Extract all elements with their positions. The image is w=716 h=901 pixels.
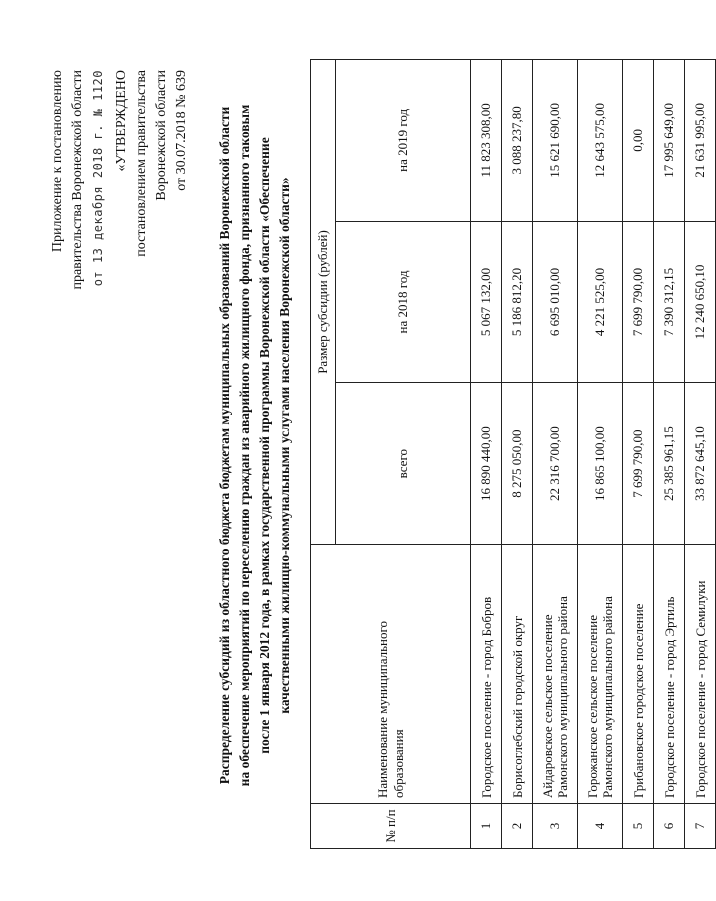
cell-2018: 5 186 812,20 <box>502 221 533 383</box>
subsidy-table <box>310 59 716 849</box>
cell-num: 1 <box>471 804 502 849</box>
cell-total: 7 699 790,00 <box>623 383 654 545</box>
appendix-line-2: правительства Воронежской области <box>70 70 85 290</box>
cell-2019: 3 088 237,80 <box>502 60 533 222</box>
cell-2018: 7 390 312,15 <box>654 221 685 383</box>
cell-total: 22 316 700,00 <box>533 383 578 545</box>
approval-line-3: Воронежской области <box>154 70 169 201</box>
header-name: Наименование муниципального образования <box>311 545 471 804</box>
cell-num: 6 <box>654 804 685 849</box>
cell-2019: 17 995 649,00 <box>654 60 685 222</box>
table-row <box>533 60 578 849</box>
cell-name: Горожанское сельское поселение Рамонского муниципального района <box>578 545 623 804</box>
cell-num: 7 <box>685 804 716 849</box>
document-title <box>215 60 295 831</box>
header-num: № п/п <box>311 804 471 849</box>
cell-2018: 5 067 132,00 <box>471 221 502 383</box>
cell-2018: 6 695 010,00 <box>533 221 578 383</box>
header-subsidy-group: Размер субсидии (рублей) <box>311 60 336 545</box>
appendix-line-1: Приложение к постановлению <box>50 70 65 253</box>
cell-2018: 12 240 650,10 <box>685 221 716 383</box>
table-row <box>502 60 533 849</box>
cell-num: 2 <box>502 804 533 849</box>
cell-2018: 7 699 790,00 <box>623 221 654 383</box>
cell-name: Айдаровское сельское поселение Рамонского муниципального района <box>533 545 578 804</box>
approval-line-2: постановлением правительства <box>134 70 149 257</box>
cell-num: 5 <box>623 804 654 849</box>
approval-line-1: «УТВЕРЖДЕНО <box>114 70 129 172</box>
appendix-header <box>48 70 108 290</box>
title-line-1: Распределение субсидий из областного бюджета бюджетам муниципальных образований Воронежской области <box>217 106 232 785</box>
cell-2019: 11 823 308,00 <box>471 60 502 222</box>
approval-line-4: от 30.07.2018 № 639 <box>174 70 189 191</box>
cell-total: 33 872 645,10 <box>685 383 716 545</box>
cell-name: Городское поселение - город Семилуки <box>685 545 716 804</box>
table-row <box>623 60 654 849</box>
table-row <box>685 60 716 849</box>
header-total: всего <box>336 383 471 545</box>
cell-2018: 4 221 525,00 <box>578 221 623 383</box>
approval-block <box>112 70 192 257</box>
title-line-4: качественными жилищно-коммунальными услугами населения Воронежской области» <box>277 177 292 714</box>
cell-2019: 12 643 575,00 <box>578 60 623 222</box>
table-row <box>578 60 623 849</box>
cell-name: Городское поселение - город Бобров <box>471 545 502 804</box>
appendix-date-line: от 13 декабря 2018 г. № 1120 <box>91 70 105 287</box>
cell-2019: 0,00 <box>623 60 654 222</box>
cell-2019: 21 631 995,00 <box>685 60 716 222</box>
cell-name: Городское поселение - город Эртиль <box>654 545 685 804</box>
cell-total: 16 865 100,00 <box>578 383 623 545</box>
table-row <box>654 60 685 849</box>
title-line-2: на обеспечение мероприятий по переселению граждан из аварийного жилищного фонда, признанного таковым <box>237 104 252 787</box>
table-row <box>471 60 502 849</box>
cell-total: 16 890 440,00 <box>471 383 502 545</box>
cell-name: Борисоглебский городской округ <box>502 545 533 804</box>
cell-num: 3 <box>533 804 578 849</box>
cell-total: 8 275 050,00 <box>502 383 533 545</box>
title-line-3: после 1 января 2012 года, в рамках государственной программы Воронежской области «Обеспечение <box>257 137 272 754</box>
cell-name: Грибановское городское поселение <box>623 545 654 804</box>
header-2019: на 2019 год <box>336 60 471 222</box>
header-2018: на 2018 год <box>336 221 471 383</box>
cell-total: 25 385 961,15 <box>654 383 685 545</box>
cell-2019: 15 621 690,00 <box>533 60 578 222</box>
cell-num: 4 <box>578 804 623 849</box>
